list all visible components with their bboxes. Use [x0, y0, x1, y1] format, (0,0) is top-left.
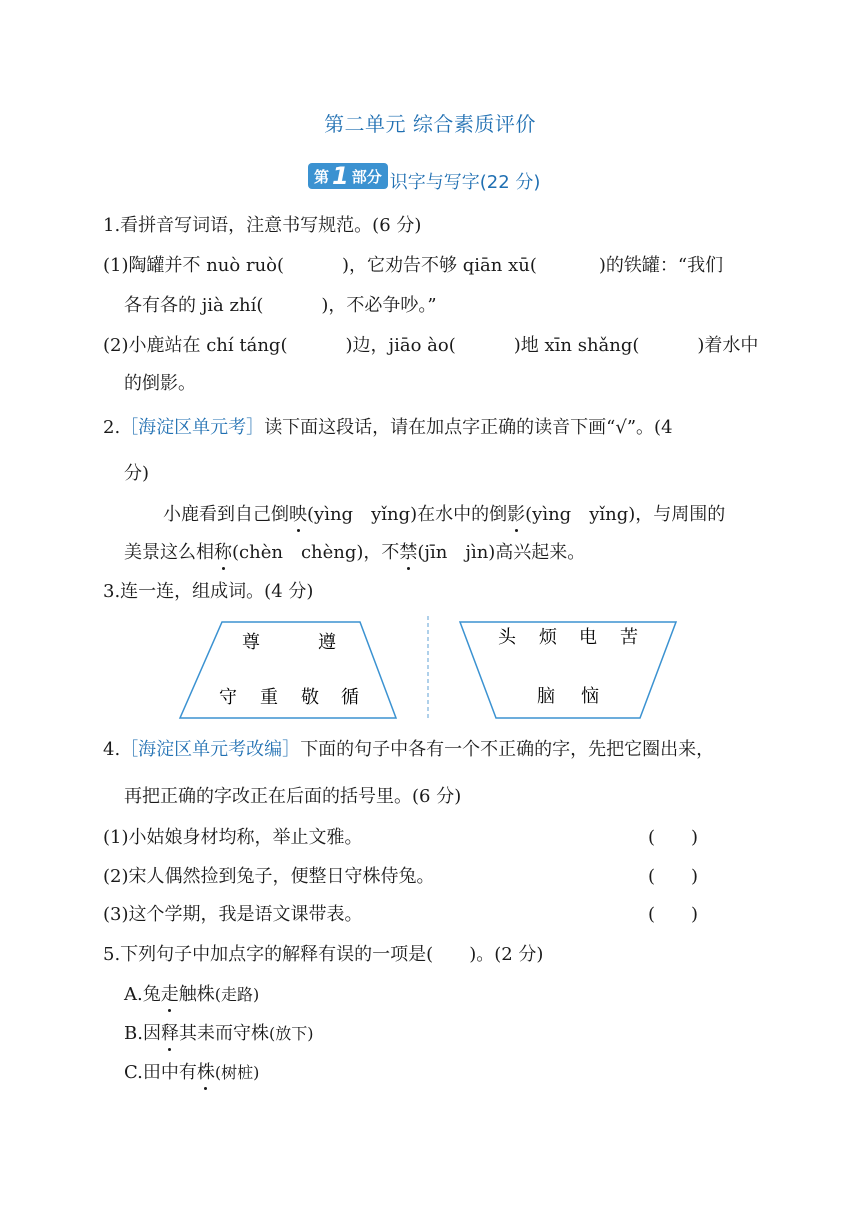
page-title: 第二单元 综合素质评价 — [324, 112, 536, 136]
q1-s2-part-b: )边，jiāo ào( — [345, 335, 456, 356]
q2-text: 小鹿看到自己倒 — [163, 504, 289, 525]
q3-stem: 3.连一连，组成词。(4 分) — [103, 581, 314, 602]
q4-source-tag: ［海淀区单元考改编］ — [120, 739, 301, 760]
char-right-top[interactable]: 头 — [498, 627, 516, 648]
q2-text: 美景这么相 — [124, 542, 214, 563]
char-right-top[interactable]: 烦 — [539, 627, 557, 648]
part-number: 1 — [332, 162, 349, 190]
matching-diagram — [170, 612, 690, 724]
q1-s2-part-c: )地 xīn shǎng( — [513, 335, 640, 356]
q2-text: (yìng yǐng)，与周围的 — [525, 504, 726, 525]
dotted-char: 影 — [507, 504, 526, 525]
q1-sentence-1 — [103, 254, 723, 278]
answer-paren[interactable]: ( ) — [648, 866, 699, 887]
answer-paren[interactable]: ( ) — [648, 904, 699, 925]
char-right-top[interactable]: 电 — [579, 627, 597, 648]
q2-text: (yìng yǐng)在水中的倒 — [307, 504, 508, 525]
option-text: C.田中有 — [124, 1062, 197, 1083]
q2-text: (jīn jìn)高兴起来。 — [417, 542, 586, 563]
char-left-bottom[interactable]: 守 — [219, 687, 237, 708]
part-title: 识字与写字(22 分) — [389, 172, 541, 193]
q1-s1-part-a: (1)陶罐并不 nuò ruò( — [103, 255, 285, 276]
q4-stem-text: 下面的句子中各有一个不正确的字，先把它圈出来， — [300, 739, 715, 760]
q1-s1-part-e: )，不必争吵。” — [321, 295, 437, 316]
q5-stem: 5.下列句子中加点字的解释有误的一项是( )。(2 分) — [103, 944, 544, 965]
part-suffix: 部分 — [351, 167, 382, 186]
dotted-char: 释 — [160, 1023, 179, 1044]
q1-s2-part-d: )着水中 — [697, 335, 759, 356]
q1-sentence-2-cont: 的倒影。 — [124, 373, 196, 394]
q1-s1-part-c: )的铁罐：“我们 — [598, 255, 724, 276]
option-text: 触株 — [178, 984, 215, 1005]
dotted-char: 映 — [289, 504, 307, 525]
q2-stem-cont: 分) — [124, 463, 150, 484]
char-left-bottom[interactable]: 敬 — [301, 687, 319, 708]
q4-number: 4. — [103, 739, 121, 760]
char-left-bottom[interactable]: 重 — [260, 687, 278, 708]
q4-item-3: (3)这个学期，我是语文课带表。 — [103, 904, 363, 925]
char-left-top[interactable]: 尊 — [242, 632, 260, 653]
q5-option-c[interactable] — [124, 1061, 259, 1085]
option-note: (走路) — [214, 985, 260, 1004]
q4-item-2: (2)宋人偶然捡到兔子，便整日守株侍兔。 — [103, 866, 435, 887]
option-text: B.因 — [124, 1023, 161, 1044]
left-trapezoid — [180, 622, 396, 718]
q2-text: (chèn chèng)，不 — [232, 542, 400, 563]
q1-sentence-2 — [103, 334, 758, 358]
q5-option-b[interactable] — [124, 1022, 313, 1046]
q2-passage-line-1 — [163, 503, 725, 527]
q2-stem-text: 读下面这段话，请在加点字正确的读音下画“√”。(4 — [264, 417, 673, 438]
q2-number: 2. — [103, 417, 121, 438]
part-header — [308, 161, 540, 191]
q1-s1-part-b: )，它劝告不够 qiān xū( — [342, 255, 537, 276]
q2-passage-line-2 — [124, 541, 585, 565]
part-badge — [308, 163, 388, 189]
part-prefix: 第 — [314, 167, 330, 186]
option-note: (树桩) — [214, 1063, 260, 1082]
answer-paren[interactable]: ( ) — [648, 827, 699, 848]
q4-item-1: (1)小姑娘身材均称，举止文雅。 — [103, 827, 363, 848]
char-left-bottom[interactable]: 循 — [341, 687, 359, 708]
q1-s1-part-d: 各有各的 jià zhí( — [124, 295, 264, 316]
right-trapezoid — [460, 622, 676, 718]
q4-stem — [103, 738, 714, 762]
dotted-char: 称 — [214, 542, 232, 563]
q1-s2-part-a: (2)小鹿站在 chí táng( — [103, 335, 288, 356]
option-text: A.兔 — [124, 984, 161, 1005]
char-right-top[interactable]: 苦 — [620, 627, 638, 648]
option-note: (放下) — [268, 1024, 314, 1043]
q5-option-a[interactable] — [124, 983, 259, 1007]
q1-stem: 1.看拼音写词语，注意书写规范。(6 分) — [103, 215, 422, 236]
q4-stem-cont: 再把正确的字改正在后面的括号里。(6 分) — [124, 786, 462, 807]
dotted-char: 走 — [160, 984, 179, 1005]
q2-source-tag: ［海淀区单元考］ — [120, 417, 265, 438]
dotted-char: 株 — [196, 1062, 215, 1083]
char-right-bottom[interactable]: 恼 — [581, 686, 599, 707]
dotted-char: 禁 — [399, 542, 418, 563]
q1-sentence-1-cont — [124, 294, 437, 318]
char-left-top[interactable]: 遵 — [318, 632, 336, 653]
option-text: 其耒而守株 — [178, 1023, 269, 1044]
char-right-bottom[interactable]: 脑 — [537, 686, 555, 707]
q2-stem — [103, 416, 673, 440]
